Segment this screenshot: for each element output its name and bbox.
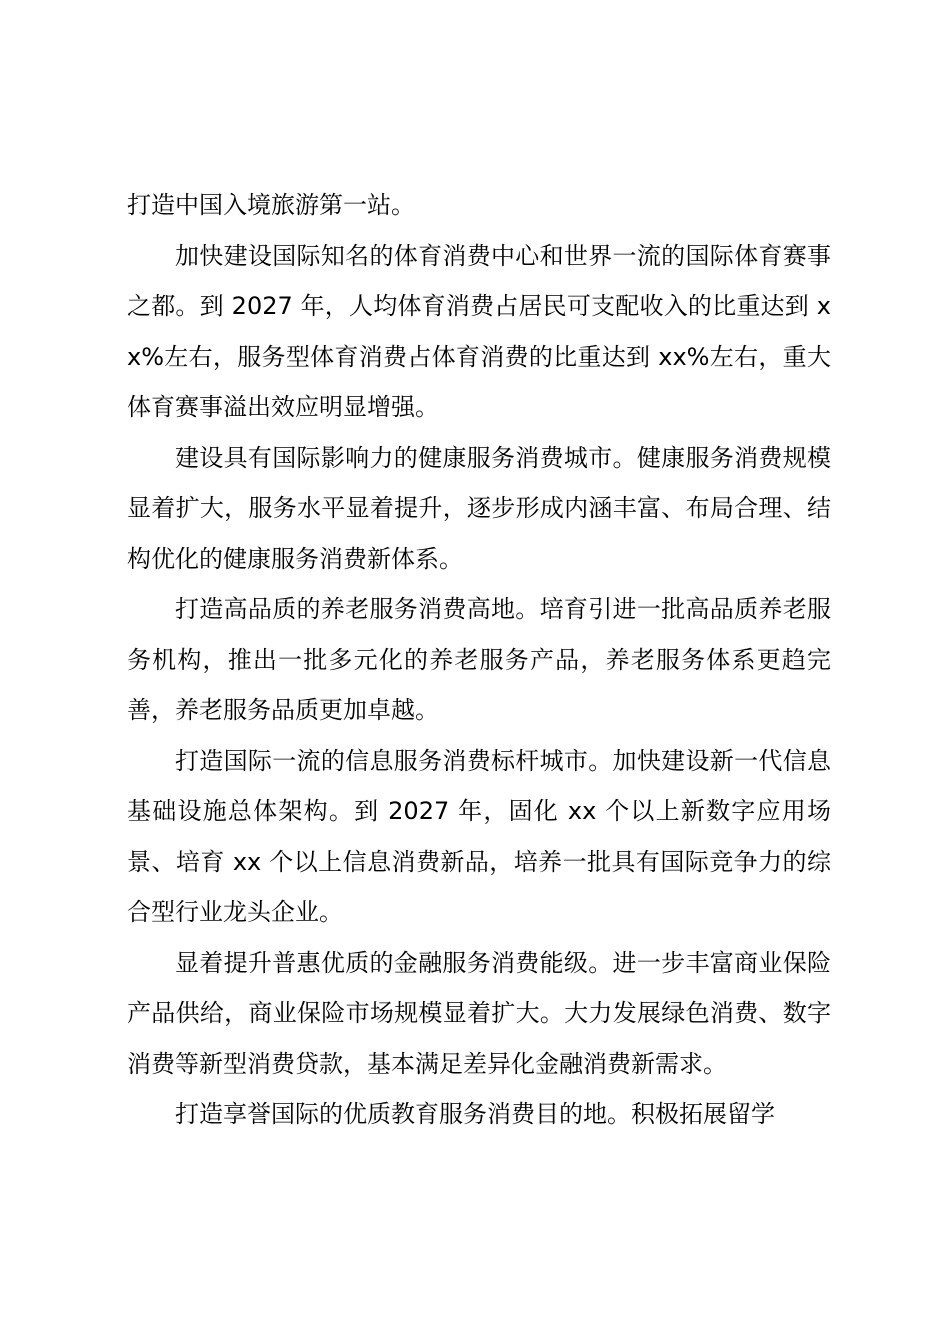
paragraph-sports-consumption: 加快建设国际知名的体育消费中心和世界一流的国际体育赛事之都。到 2027 年，人均体育消费占居民可支配收入的比重达到 xx%左右，服务型体育消费占体育消费的比重达到 xx%左右，重大体育赛事溢出效应明显增强。 bbox=[127, 241, 831, 421]
paragraph-elderly-care: 打造高品质的养老服务消费高地。培育引进一批高品质养老服务机构，推出一批多元化的养老服务产品，养老服务体系更趋完善，养老服务品质更加卓越。 bbox=[127, 595, 831, 724]
paragraph-information-services: 打造国际一流的信息服务消费标杆城市。加快建设新一代信息基础设施总体架构。到 2027 年，固化 xx 个以上新数字应用场景、培育 xx 个以上信息消费新品，培养一批具有国际竞争力的综合型行业龙头企业。 bbox=[127, 746, 831, 926]
paragraph-financial-services: 显着提升普惠优质的金融服务消费能级。进一步丰富商业保险产品供给，商业保险市场规模显着扩大。大力发展绿色消费、数字消费等新型消费贷款，基本满足差异化金融消费新需求。 bbox=[127, 948, 831, 1078]
paragraph-education-services: 打造享誉国际的优质教育服务消费目的地。积极拓展留学 bbox=[175, 1100, 775, 1128]
paragraph-inbound-tourism: 打造中国入境旅游第一站。 bbox=[127, 191, 415, 219]
paragraph-health-services: 建设具有国际影响力的健康服务消费城市。健康服务消费规模显着扩大，服务水平显着提升，逐步形成内涵丰富、布局合理、结构优化的健康服务消费新体系。 bbox=[127, 443, 831, 573]
document-page bbox=[127, 180, 831, 1140]
